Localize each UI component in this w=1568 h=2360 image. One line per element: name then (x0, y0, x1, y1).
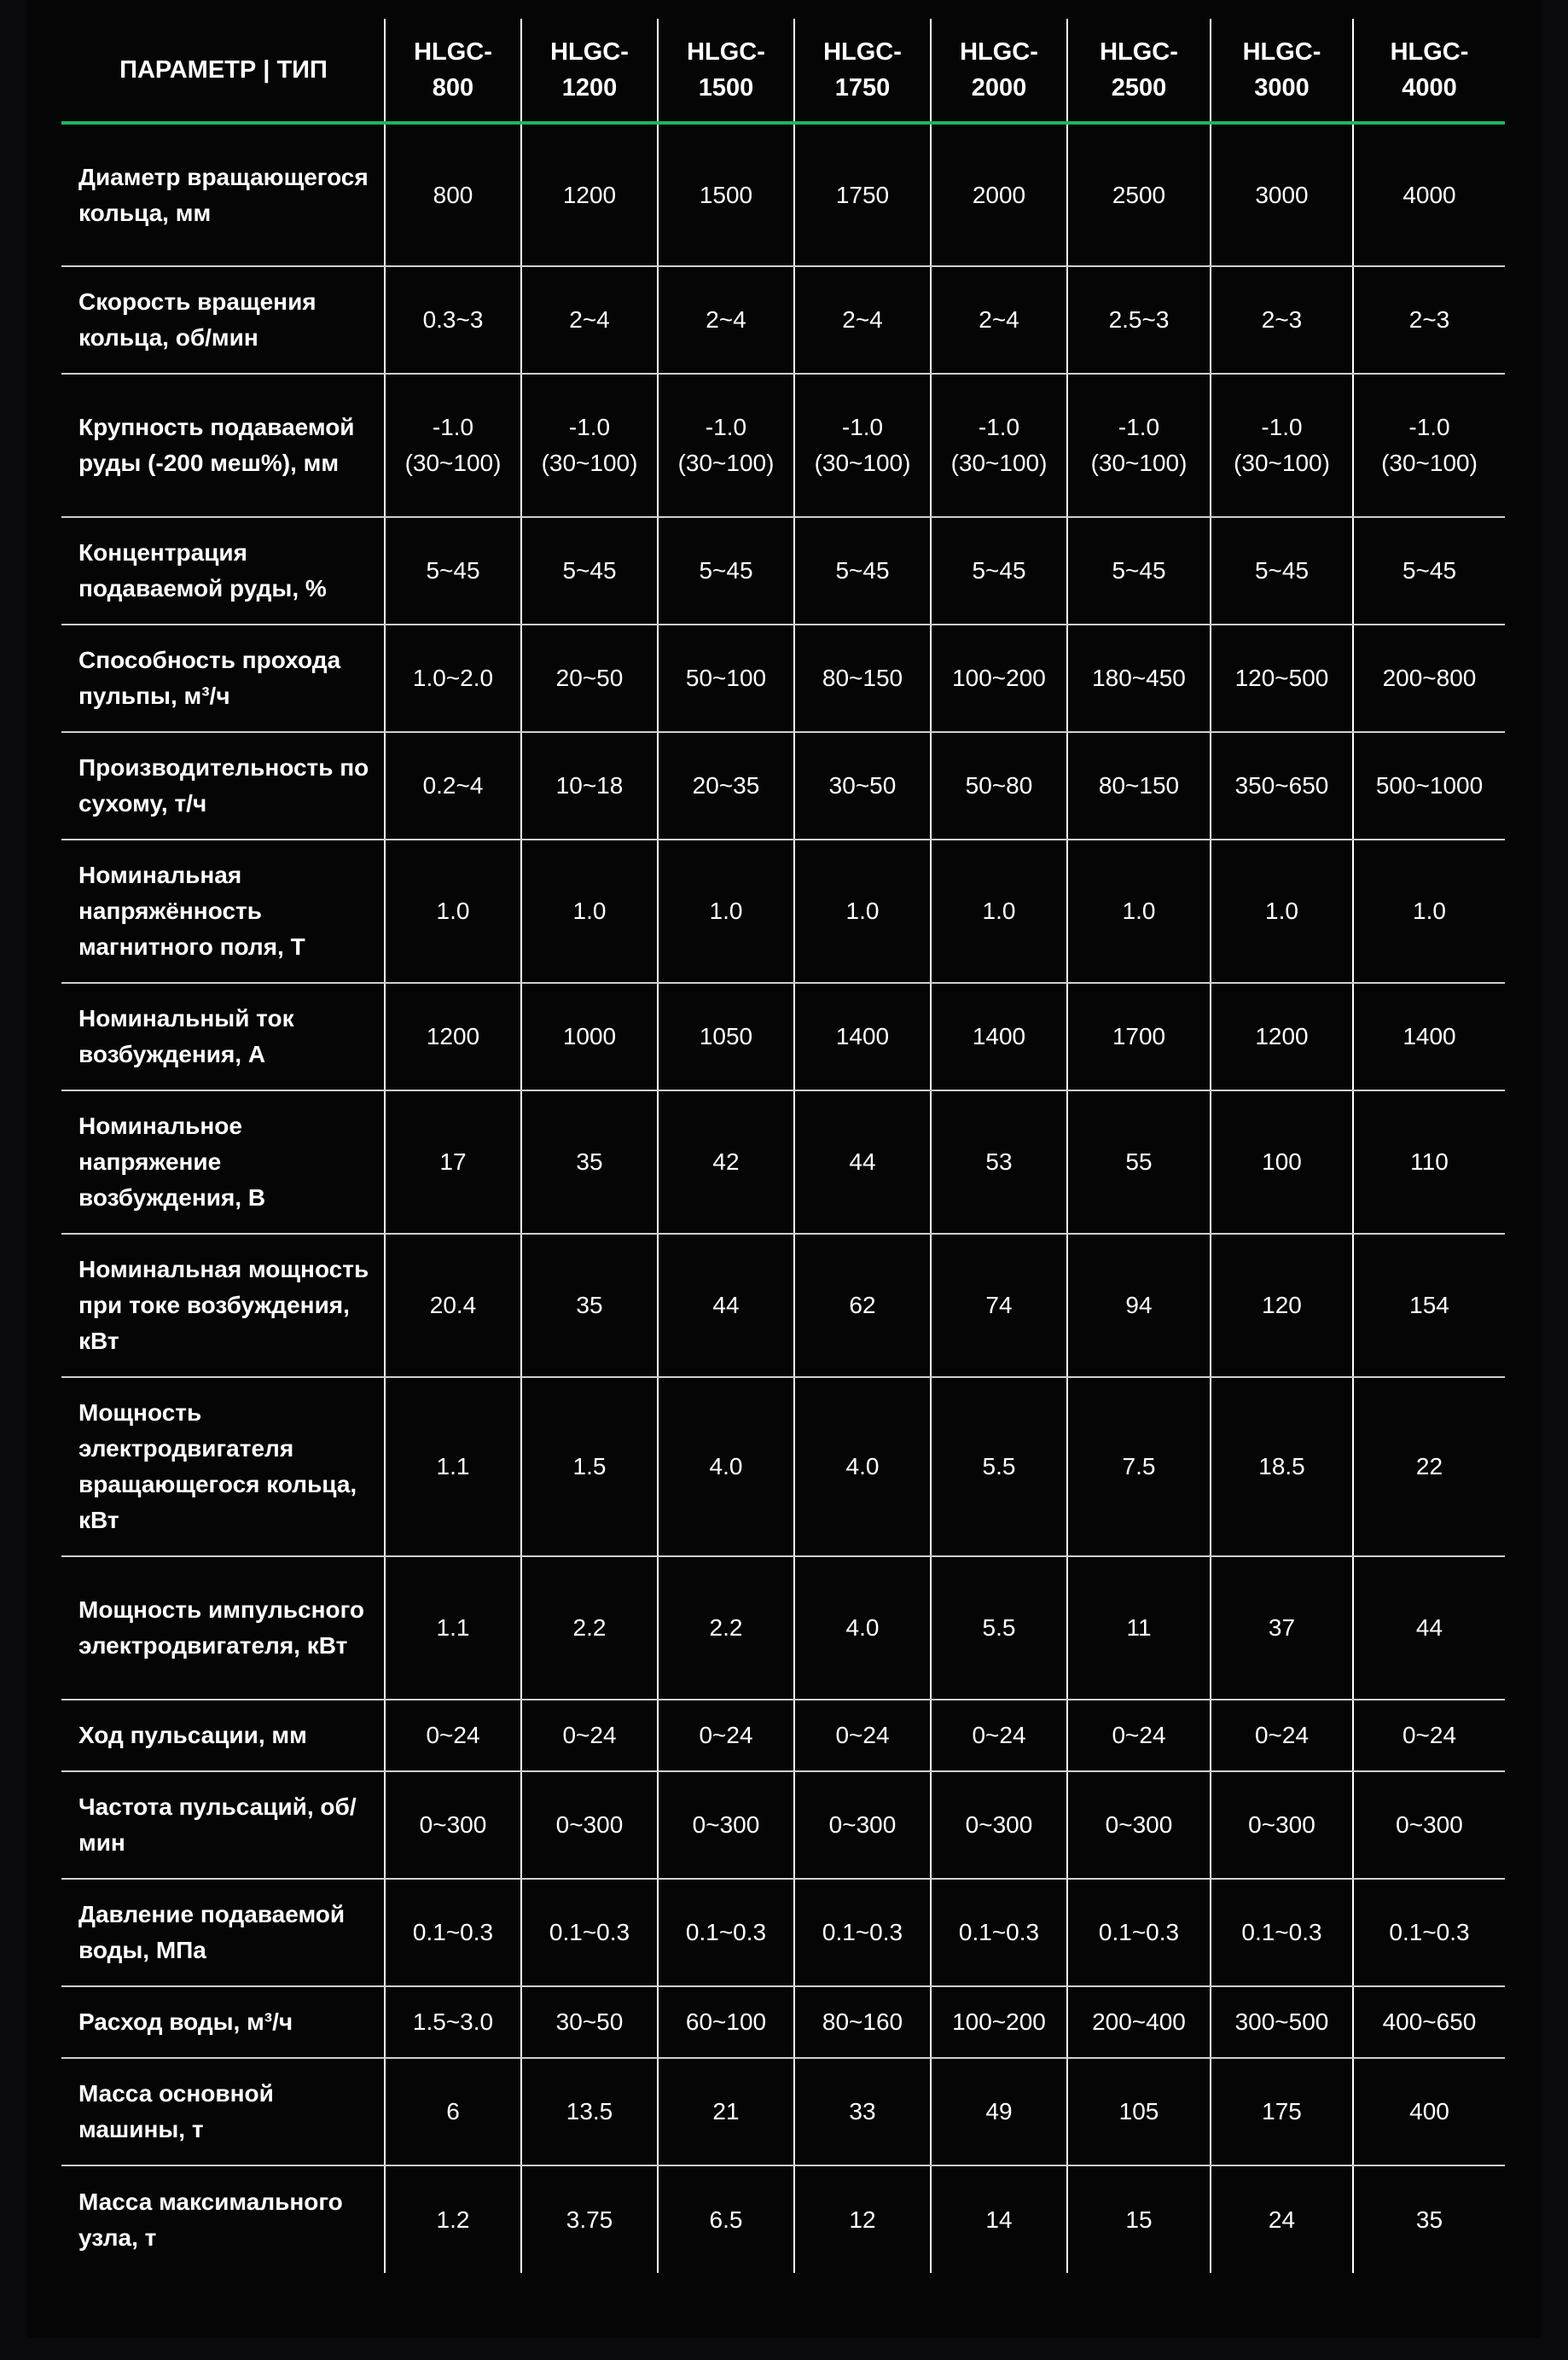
header-row (61, 19, 1505, 123)
value-cell: 1200 (385, 983, 521, 1090)
value-cell: 2500 (1067, 123, 1211, 266)
table-row (61, 1879, 1505, 1986)
value-cell: 11 (1067, 1556, 1211, 1700)
value-cell: 35 (521, 1234, 658, 1377)
value-cell: 2~4 (794, 266, 931, 374)
table-row (61, 1986, 1505, 2058)
value-cell: 110 (1353, 1090, 1505, 1234)
table-row (61, 1090, 1505, 1234)
value-cell: 1.0 (794, 840, 931, 983)
value-cell: 2~4 (521, 266, 658, 374)
model-header: HLGC- 1200 (521, 19, 658, 123)
value-cell: 1.0 (1353, 840, 1505, 983)
table-row (61, 123, 1505, 266)
model-header: HLGC- 1750 (794, 19, 931, 123)
value-cell: 2.2 (521, 1556, 658, 1700)
table-row (61, 983, 1505, 1090)
value-cell: 1.0 (1067, 840, 1211, 983)
value-cell: 4.0 (658, 1377, 794, 1556)
value-cell: 100 (1211, 1090, 1353, 1234)
value-cell: 1.0 (931, 840, 1067, 983)
value-cell: 0.1~0.3 (794, 1879, 931, 1986)
value-cell: 10~18 (521, 732, 658, 840)
param-label: Мощность электродвигателя вращающегося кольца, кВт (61, 1377, 385, 1556)
value-cell: 1.0 (385, 840, 521, 983)
param-label: Производительность по сухому, т/ч (61, 732, 385, 840)
value-cell: -1.0 (30~100) (931, 374, 1067, 517)
value-cell: -1.0 (30~100) (385, 374, 521, 517)
value-cell: 2~4 (658, 266, 794, 374)
model-header: HLGC- 2500 (1067, 19, 1211, 123)
param-label: Номинальная напряжённость магнитного поля, Т (61, 840, 385, 983)
model-header: HLGC- 2000 (931, 19, 1067, 123)
value-cell: 1.0 (521, 840, 658, 983)
value-cell: 300~500 (1211, 1986, 1353, 2058)
model-header: HLGC- 4000 (1353, 19, 1505, 123)
value-cell: 0.1~0.3 (1211, 1879, 1353, 1986)
value-cell: 1.0~2.0 (385, 625, 521, 732)
value-cell: 0.3~3 (385, 266, 521, 374)
value-cell: 0.1~0.3 (1067, 1879, 1211, 1986)
value-cell: 20.4 (385, 1234, 521, 1377)
value-cell: 400~650 (1353, 1986, 1505, 2058)
value-cell: 2~3 (1353, 266, 1505, 374)
value-cell: 15 (1067, 2165, 1211, 2273)
value-cell: 0~24 (1067, 1700, 1211, 1771)
value-cell: 5~45 (931, 517, 1067, 625)
value-cell: 5~45 (658, 517, 794, 625)
value-cell: 5~45 (1211, 517, 1353, 625)
value-cell: 12 (794, 2165, 931, 2273)
value-cell: -1.0 (30~100) (794, 374, 931, 517)
value-cell: 1.1 (385, 1377, 521, 1556)
value-cell: 1750 (794, 123, 931, 266)
value-cell: 0.1~0.3 (385, 1879, 521, 1986)
model-header: HLGC- 1500 (658, 19, 794, 123)
value-cell: 4000 (1353, 123, 1505, 266)
value-cell: 120~500 (1211, 625, 1353, 732)
value-cell: 80~150 (794, 625, 931, 732)
value-cell: 2~3 (1211, 266, 1353, 374)
value-cell: -1.0 (30~100) (658, 374, 794, 517)
value-cell: 22 (1353, 1377, 1505, 1556)
value-cell: 94 (1067, 1234, 1211, 1377)
value-cell: 1400 (1353, 983, 1505, 1090)
param-label: Крупность подаваемой руды (-200 меш%), мм (61, 374, 385, 517)
table-row (61, 625, 1505, 732)
value-cell: 105 (1067, 2058, 1211, 2165)
value-cell: 2.2 (658, 1556, 794, 1700)
value-cell: 53 (931, 1090, 1067, 1234)
table-row (61, 1700, 1505, 1771)
value-cell: 50~80 (931, 732, 1067, 840)
value-cell: -1.0 (30~100) (1211, 374, 1353, 517)
value-cell: 0~300 (1067, 1771, 1211, 1879)
value-cell: 17 (385, 1090, 521, 1234)
specs-table (61, 19, 1505, 2273)
table-row (61, 1556, 1505, 1700)
param-label: Скорость вращения кольца, об/мин (61, 266, 385, 374)
value-cell: 35 (1353, 2165, 1505, 2273)
value-cell: 5~45 (521, 517, 658, 625)
value-cell: 5.5 (931, 1377, 1067, 1556)
value-cell: 0~300 (521, 1771, 658, 1879)
value-cell: 5.5 (931, 1556, 1067, 1700)
value-cell: 24 (1211, 2165, 1353, 2273)
value-cell: 0~300 (1353, 1771, 1505, 1879)
value-cell: 1.1 (385, 1556, 521, 1700)
value-cell: 7.5 (1067, 1377, 1211, 1556)
model-header: HLGC- 3000 (1211, 19, 1353, 123)
value-cell: 1400 (931, 983, 1067, 1090)
value-cell: 0~24 (385, 1700, 521, 1771)
value-cell: 62 (794, 1234, 931, 1377)
value-cell: -1.0 (30~100) (1353, 374, 1505, 517)
value-cell: 5~45 (385, 517, 521, 625)
value-cell: 0~24 (1353, 1700, 1505, 1771)
value-cell: 0~24 (794, 1700, 931, 1771)
value-cell: 500~1000 (1353, 732, 1505, 840)
value-cell: 20~50 (521, 625, 658, 732)
value-cell: 80~150 (1067, 732, 1211, 840)
value-cell: 44 (794, 1090, 931, 1234)
param-label: Масса максимального узла, т (78, 2188, 343, 2251)
value-cell: 800 (385, 123, 521, 266)
value-cell: 5~45 (794, 517, 931, 625)
value-cell: -1.0 (30~100) (521, 374, 658, 517)
value-cell: 1.0 (658, 840, 794, 983)
value-cell: 60~100 (658, 1986, 794, 2058)
param-label: Диаметр вращающегося кольца, мм (61, 123, 385, 266)
value-cell: 35 (521, 1090, 658, 1234)
param-label: Номинальная мощность при токе возбуждения, кВт (61, 1234, 385, 1377)
value-cell: 0~24 (521, 1700, 658, 1771)
value-cell: 1500 (658, 123, 794, 266)
value-cell: 37 (1211, 1556, 1353, 1700)
value-cell: 18.5 (1211, 1377, 1353, 1556)
table-row (61, 1234, 1505, 1377)
value-cell: 5~45 (1067, 517, 1211, 625)
value-cell: 1050 (658, 983, 794, 1090)
value-cell: 1700 (1067, 983, 1211, 1090)
param-label: Концентрация подаваемой руды, % (61, 517, 385, 625)
value-cell: -1.0 (30~100) (1067, 374, 1211, 517)
param-label: Давление подаваемой воды, МПа (61, 1879, 385, 1986)
table-row (61, 840, 1505, 983)
value-cell: 74 (931, 1234, 1067, 1377)
value-cell: 6 (385, 2058, 521, 2165)
value-cell: 175 (1211, 2058, 1353, 2165)
value-cell: 100~200 (931, 625, 1067, 732)
param-label: Номинальный ток возбуждения, А (61, 983, 385, 1090)
value-cell: 1000 (521, 983, 658, 1090)
table-row (61, 2058, 1505, 2165)
value-cell: 21 (658, 2058, 794, 2165)
value-cell: 200~800 (1353, 625, 1505, 732)
value-cell: 200~400 (1067, 1986, 1211, 2058)
value-cell: 100~200 (931, 1986, 1067, 2058)
value-cell: 0~24 (931, 1700, 1067, 1771)
value-cell: 5~45 (1353, 517, 1505, 625)
model-header: HLGC- 800 (385, 19, 521, 123)
value-cell: 3.75 (521, 2165, 658, 2273)
value-cell: 4.0 (794, 1556, 931, 1700)
value-cell: 1400 (794, 983, 931, 1090)
param-label: Мощность импульсного электродвигателя, кВт (61, 1556, 385, 1700)
value-cell: 1.5 (521, 1377, 658, 1556)
table-row (61, 1771, 1505, 1879)
value-cell: 0~300 (385, 1771, 521, 1879)
param-label: Масса основной машины, т (61, 2058, 385, 2165)
value-cell: 30~50 (794, 732, 931, 840)
value-cell: 2~4 (931, 266, 1067, 374)
value-cell: 1.2 (385, 2165, 521, 2273)
value-cell: 49 (931, 2058, 1067, 2165)
value-cell: 2.5~3 (1067, 266, 1211, 374)
value-cell: 2000 (931, 123, 1067, 266)
value-cell: 180~450 (1067, 625, 1211, 732)
value-cell: 42 (658, 1090, 794, 1234)
param-label: Способность прохода пульпы, м³/ч (61, 625, 385, 732)
param-label: Ход пульсации, мм (61, 1700, 385, 1771)
value-cell: 0~300 (794, 1771, 931, 1879)
param-label: Номинальное напряжение возбуждения, В (61, 1090, 385, 1234)
param-label: Частота пульсаций, об/мин (61, 1771, 385, 1879)
value-cell: 120 (1211, 1234, 1353, 1377)
value-cell: 0.1~0.3 (521, 1879, 658, 1986)
value-cell: 1200 (521, 123, 658, 266)
value-cell: 3000 (1211, 123, 1353, 266)
value-cell: 0.1~0.3 (931, 1879, 1067, 1986)
value-cell: 44 (658, 1234, 794, 1377)
value-cell: 1200 (1211, 983, 1353, 1090)
value-cell: 400 (1353, 2058, 1505, 2165)
value-cell: 0~300 (931, 1771, 1067, 1879)
table-row (61, 1377, 1505, 1556)
value-cell: 50~100 (658, 625, 794, 732)
value-cell: 6.5 (658, 2165, 794, 2273)
table-row (61, 732, 1505, 840)
param-label: Расход воды, м³/ч (61, 1986, 385, 2058)
value-cell: 4.0 (794, 1377, 931, 1556)
value-cell: 0.2~4 (385, 732, 521, 840)
value-cell: 44 (1353, 1556, 1505, 1700)
value-cell: 0~24 (1211, 1700, 1353, 1771)
value-cell: 1.5~3.0 (385, 1986, 521, 2058)
value-cell: 0~24 (658, 1700, 794, 1771)
value-cell: 0.1~0.3 (1353, 1879, 1505, 1986)
value-cell: 33 (794, 2058, 931, 2165)
table-row (61, 517, 1505, 625)
value-cell: 0~300 (658, 1771, 794, 1879)
param-column-header: ПАРАМЕТР | ТИП (61, 19, 385, 123)
value-cell: 154 (1353, 1234, 1505, 1377)
table-row (61, 266, 1505, 374)
value-cell: 0.1~0.3 (658, 1879, 794, 1986)
value-cell: 30~50 (521, 1986, 658, 2058)
value-cell: 80~160 (794, 1986, 931, 2058)
table-row (61, 2165, 1505, 2273)
table-row (61, 374, 1505, 517)
value-cell: 55 (1067, 1090, 1211, 1234)
value-cell: 20~35 (658, 732, 794, 840)
value-cell: 350~650 (1211, 732, 1353, 840)
value-cell: 1.0 (1211, 840, 1353, 983)
value-cell: 0~300 (1211, 1771, 1353, 1879)
value-cell: 14 (931, 2165, 1067, 2273)
value-cell: 13.5 (521, 2058, 658, 2165)
